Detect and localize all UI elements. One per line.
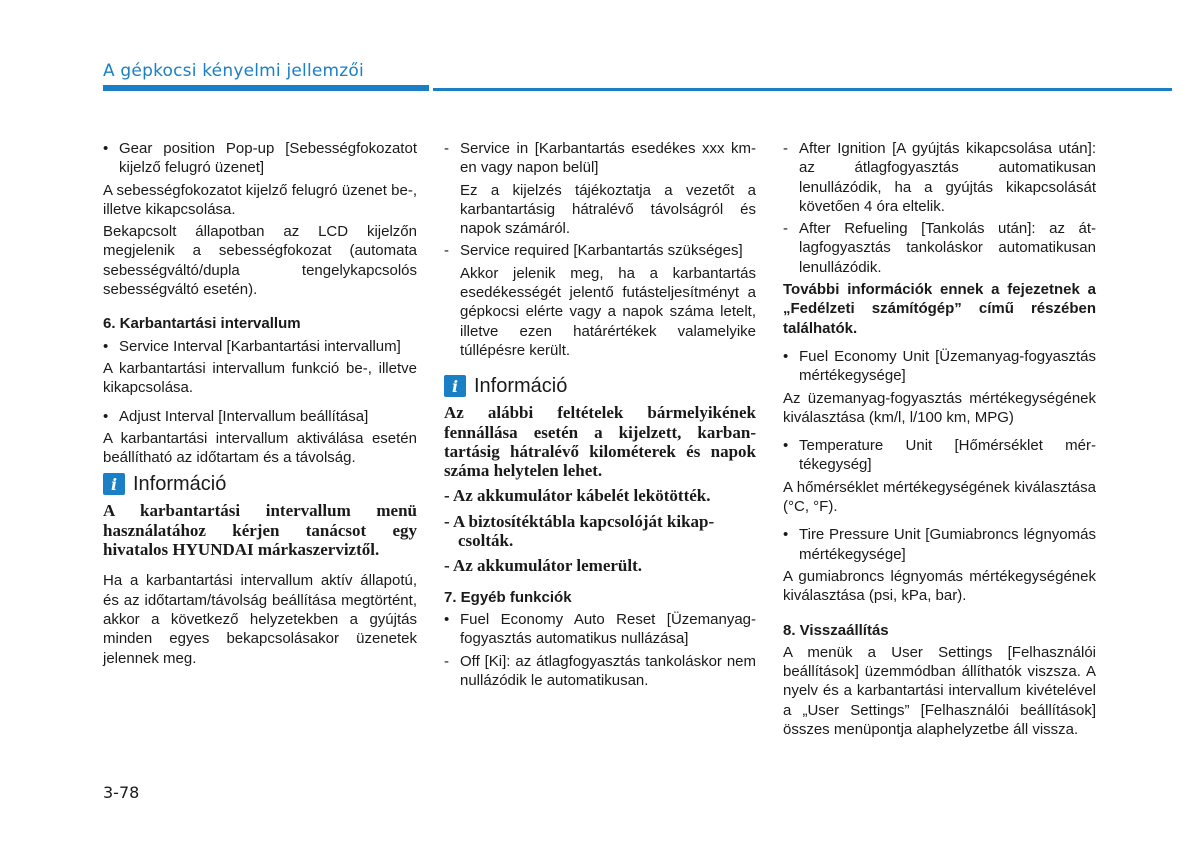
list-item-off	[444, 652, 756, 691]
list-item-text: Adjust Interval [Intervallum beállítása]	[119, 407, 369, 425]
info-icon: i	[103, 473, 125, 495]
list-item-text: Off [Ki]: az átlagfogyasztás tankoláskor nem nullázódik le automatikusan.	[460, 652, 756, 689]
list-item-text: After Refueling [Tankolás után]: az átlagfogyasztás tankoláskor automatikusan lenullázódik.	[799, 220, 1096, 276]
list-item-text: Service in [Karbantartás esedékes xxx km-en vagy napon belül]	[460, 140, 756, 177]
list-item-fuel-unit	[783, 347, 1096, 386]
bullet-marker: •	[103, 337, 109, 355]
list-item-text: Gear position Pop-up [Sebességfokozatot kijelző felugró üzenet]	[119, 140, 417, 177]
list-item-gear-position	[103, 139, 417, 178]
bullet-marker: •	[103, 407, 109, 425]
page-number: 3-78	[103, 783, 140, 802]
list-item-adjust-interval	[103, 407, 417, 426]
list-item-after-ignition	[783, 139, 1096, 216]
paragraph: A hőmérséklet mértékegységének kiválasztása (°C, °F).	[783, 478, 1096, 516]
list-item-fuel-auto-reset	[444, 610, 756, 649]
header-rule-thin	[433, 88, 1172, 91]
dash-marker: -	[444, 140, 449, 157]
chapter-title: A gépkocsi kényelmi jellemzői	[103, 61, 364, 81]
info-title: Információ	[133, 472, 227, 495]
bullet-marker: •	[783, 437, 789, 455]
column-1	[103, 139, 417, 671]
list-item-service-interval	[103, 337, 417, 356]
info-title: Információ	[474, 374, 568, 397]
more-info-note: További információk ennek a fejezetnek a „Fedélzeti számítógép” című részében találhatók.	[783, 281, 1096, 337]
sub-paragraph: Ez a kijelzés tájékoztatja a vezetőt a karbantartásig hátralévő távolságról és napok számáról.	[460, 181, 756, 238]
paragraph: A gumiabroncs légnyomás mértékegységének kiválasztása (psi, kPa, bar).	[783, 567, 1096, 605]
info-condition: - Az akkumulátor kábelét lekötötték.	[444, 486, 711, 506]
paragraph: Az üzemanyag-fogyasztás mértékegységének kiválasztása (km/l, l/100 km, MPG)	[783, 389, 1096, 426]
info-text: Az alábbi feltételek bármelyikének fennállása esetén a kijelzett, karbantartásig hátralévő kilométerek és napok száma helytelen lehet.	[444, 403, 756, 481]
paragraph: A karbantartási intervallum funkció be-, illetve kikapcsolása.	[103, 359, 417, 397]
list-item-service-required	[444, 241, 756, 260]
paragraph: A sebességfokozatot kijelző felugró üzenet be-, illetve kikapcsolása.	[103, 181, 417, 218]
list-item-text: Fuel Economy Unit [Üzemanyag-fogyasztás mértékegysége]	[799, 347, 1096, 385]
sub-paragraph: Akkor jelenik meg, ha a karbantartás esedékességét jelentő futásteljesítményt a gépkocsi elérte vagy a napok száma letelt, illetve ezen határértékek valamelyike túllépésre került.	[460, 264, 756, 359]
bullet-marker: •	[444, 610, 450, 628]
info-text: A karbantartási intervallum menü használatához kérjen tanácsot egy hivatalos HYUNDAI márkaszerviztől.	[103, 501, 417, 560]
list-item-text: Fuel Economy Auto Reset [Üzemanyag-fogyasztás automatikus nullázása]	[460, 610, 756, 648]
list-item-after-refueling	[783, 219, 1096, 277]
bullet-marker: •	[783, 347, 789, 365]
dash-marker: -	[783, 140, 788, 157]
dash-marker: -	[444, 652, 449, 670]
list-item-service-in	[444, 139, 756, 178]
section-heading-8: 8. Visszaállítás	[783, 621, 889, 639]
section-heading-6: 6. Karbantartási intervallum	[103, 315, 301, 333]
dash-marker: -	[444, 242, 449, 260]
list-item-tire-pressure-unit	[783, 525, 1096, 564]
info-condition: - A biztosítéktábla kapcsolóját kikapcsolták.	[444, 511, 715, 551]
header-rule-thick	[103, 85, 429, 91]
list-item-text: Service Interval [Karbantartási intervallum]	[119, 337, 401, 355]
paragraph: Bekapcsolt állapotban az LCD kijelzőn megjelenik a sebességfokozat (automata sebességváltó/dupla tengelykapcsolós sebességváltó esetén).	[103, 223, 417, 299]
info-condition: - Az akkumulátor lemerült.	[444, 556, 643, 576]
list-item-text: After Ignition [A gyújtás kikapcsolása után]: az átlagfogyasztás automatikusan lenullázódik, ha a gyújtás kikapcsolását követően 4 óra eltelik.	[799, 140, 1096, 215]
section-heading-7: 7. Egyéb funkciók	[444, 588, 572, 606]
list-item-text: Tire Pressure Unit [Gumiabroncs légnyomás mértékegysége]	[799, 526, 1096, 563]
info-icon: i	[444, 375, 466, 397]
bullet-marker: •	[783, 526, 789, 544]
paragraph: A karbantartási intervallum aktiválása esetén beállítható az időtartam és a távolság.	[103, 429, 417, 467]
dash-marker: -	[783, 220, 788, 238]
list-item-text: Service required [Karbantartás szükséges]	[460, 242, 743, 260]
list-item-temperature-unit	[783, 436, 1096, 475]
column-2	[444, 139, 756, 693]
info-box-header	[444, 375, 756, 397]
paragraph: A menük a User Settings [Felhasználói beállítások] üzemmódban állíthatók viszsza. A nyelv és a karbantartási intervallum kivételével a „User Settings” [Felhasználói beállítások] összes menüpontja alaphelyzetbe áll vissza.	[783, 643, 1096, 739]
info-box-header	[103, 473, 417, 495]
bullet-marker: •	[103, 140, 109, 157]
column-3	[783, 139, 1096, 742]
paragraph: Ha a karbantartási intervallum aktív állapotú, és az időtartam/távolság beállítása megtörtént, akkor a következő helyzetekben a gyújtás minden egyes bekapcsolásakor üzenetek jelennek meg.	[103, 572, 417, 667]
list-item-text: Temperature Unit [Hőmérséklet mértékegység]	[799, 437, 1096, 474]
